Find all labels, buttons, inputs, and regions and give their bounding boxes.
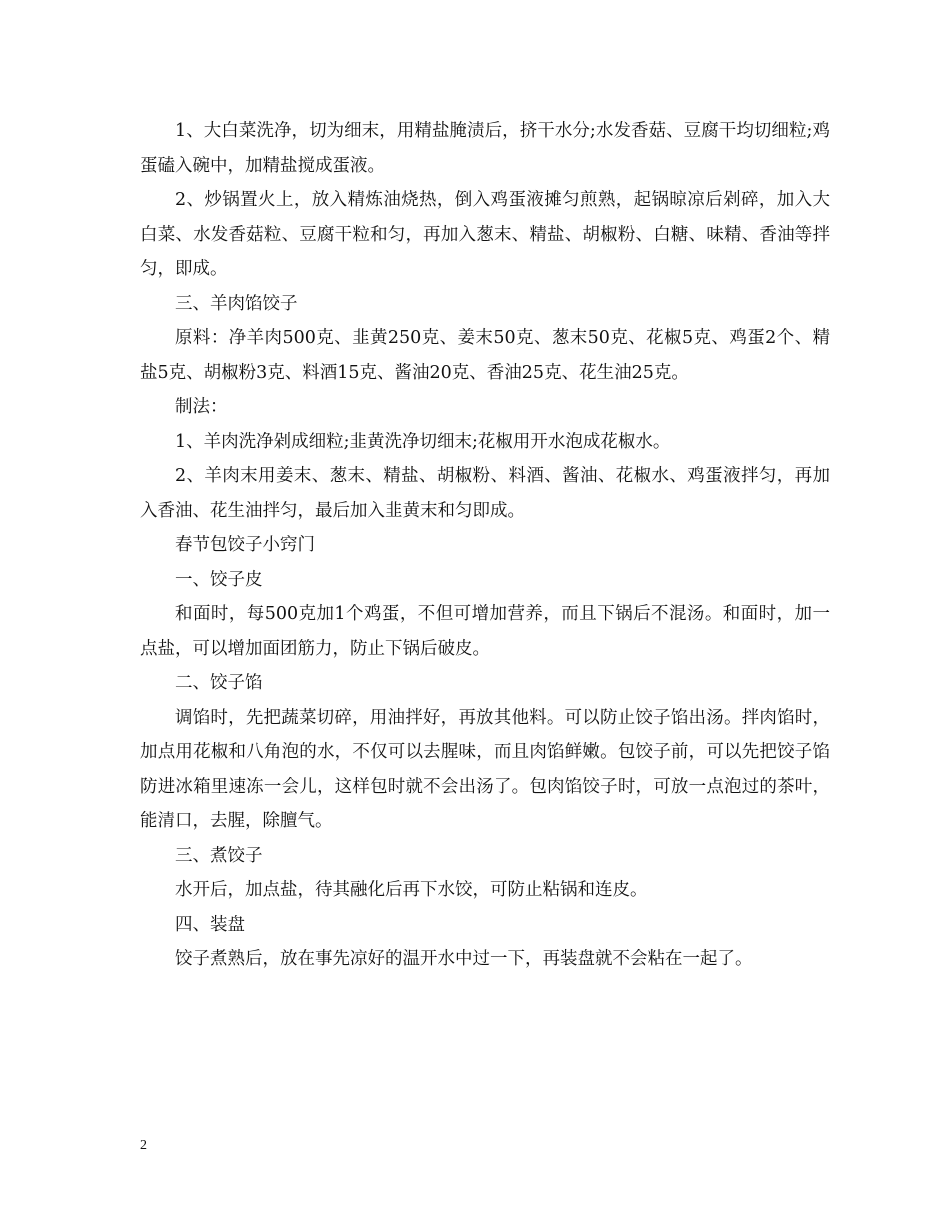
document-body: [140, 114, 830, 977]
heading-method: 制法：: [175, 397, 228, 417]
paragraph-plating-tips: 饺子煮熟后，放在事先凉好的温开水中过一下，再装盘就不会粘在一起了。: [175, 949, 753, 969]
paragraph-cabbage-prep: 1、大白菜洗净，切为细末，用精盐腌渍后，挤干水分;水发香菇、豆腐干均切细粒;鸡蛋磕入碗中，加精盐搅成蛋液。: [140, 121, 830, 176]
paragraph-ingredients: 原料：净羊肉500克、韭黄250克、姜末50克、葱末50克、花椒5克、鸡蛋2个、精盐5克、胡椒粉3克、料酒15克、酱油20克、香油25克、花生油25克。: [140, 328, 830, 383]
paragraph-method-step-1: 1、羊肉洗净剁成细粒;韭黄洗净切细末;花椒用开水泡成花椒水。: [175, 431, 671, 452]
paragraph-egg-fry: 2、炒锅置火上，放入精炼油烧热，倒入鸡蛋液摊匀煎熟，起锅晾凉后剁碎，加入大白菜、水发香菇粒、豆腐干粒和匀，再加入葱末、精盐、胡椒粉、白糖、味精、香油等拌匀，即成。: [140, 190, 830, 279]
heading-wrapper: 一、饺子皮: [175, 569, 263, 590]
paragraph-filling-tips: 调馅时，先把蔬菜切碎，用油拌好，再放其他料。可以防止饺子馅出汤。拌肉馅时，加点用花椒和八角泡的水，不仅可以去腥味，而且肉馅鲜嫩。包饺子前，可以先把饺子馅防进冰箱里速冻一会儿，这样包时就不会出汤了。包肉馅饺子时，可放一点泡过的茶叶，能清口，去腥，除膻气。: [140, 707, 830, 831]
page-number: 2: [140, 1138, 147, 1153]
heading-boiling: 三、煮饺子: [175, 845, 263, 866]
paragraph-method-step-2: 2、羊肉末用姜末、葱末、精盐、胡椒粉、料酒、酱油、花椒水、鸡蛋液拌匀，再加入香油、花生油拌匀，最后加入韭黄末和匀即成。: [140, 466, 830, 521]
heading-plating: 四、装盘: [175, 914, 245, 935]
heading-filling: 二、饺子馅: [175, 673, 263, 693]
paragraph-wrapper-tips: 和面时，每500克加1个鸡蛋，不但可增加营养，而且下锅后不混汤。和面时，加一点盐，可以增加面团筋力，防止下锅后破皮。: [140, 604, 830, 659]
heading-lamb-dumplings: 三、羊肉馅饺子: [175, 293, 298, 314]
paragraph-boiling-tips: 水开后，加点盐，待其融化后再下水饺，可防止粘锅和连皮。: [175, 880, 648, 900]
heading-tips: 春节包饺子小窍门: [175, 535, 315, 555]
